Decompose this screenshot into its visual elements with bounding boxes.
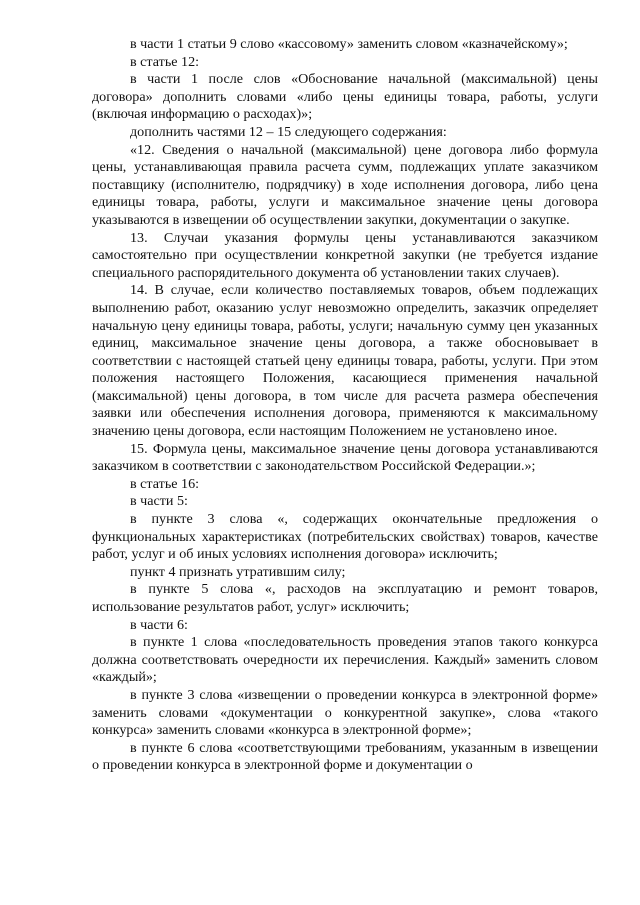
paragraph: пункт 4 признать утратившим силу; (130, 563, 346, 580)
paragraph: в статье 16: (130, 475, 200, 492)
paragraph: в пункте 1 слова «последовательность проведения этапов такого конкурса должна соответствовать очередности их перечисления. Каждый» заменить словом «каждый»; (92, 634, 598, 686)
paragraph: в части 6: (130, 616, 188, 633)
paragraph: в пункте 6 слова «соответствующими требованиям, указанным в извещении о проведении конкурса в электронной форме и документации о (92, 739, 598, 774)
paragraph: в пункте 3 слова «извещении о проведении конкурса в электронной форме» заменить словами «документации о конкурентной закупке», слова «такого конкурса» заменить словами «конкурса в электронной форме»; (92, 686, 598, 739)
document-page (92, 36, 598, 775)
paragraph: в статье 12: (130, 53, 200, 70)
paragraph: в части 5: (130, 493, 188, 510)
paragraph: в пункте 3 слова «, содержащих окончательные предложения о функциональных характеристиках (потребительских свойствах) товаров, качестве работ, услуг и об иных условиях исполнения договора» исключить; (92, 511, 598, 563)
paragraph: 13. Случаи указания формулы цены устанавливаются заказчиком самостоятельно при осуществлении конкретной закупки (не требуется издание специального распорядительного документа об установлении таких случаев). (92, 229, 598, 281)
paragraph: в части 1 после слов «Обоснование начальной (максимальной) цены договора» дополнить словами «либо цены единицы товара, работы, услуги (включая информацию о расходах)»; (92, 71, 598, 123)
paragraph: «12. Сведения о начальной (максимальной) цене договора либо формула цены, устанавливающая правила расчета сумм, подлежащих уплате заказчиком поставщику (исполнителю, подрядчику) в ходе исполнения договора, либо цена единицы товара, работы, услуги и максимальное значение цены договора указываются в извещении об осуществлении закупки, документации о закупке. (92, 141, 598, 228)
paragraph: 15. Формула цены, максимальное значение цены договора устанавливаются заказчиком в соответствии с законодательством Российской Федерации.»; (92, 440, 598, 475)
paragraph: в пункте 5 слова «, расходов на эксплуатацию и ремонт товаров, использование результатов работ, услуг» исключить; (92, 581, 598, 615)
paragraph: дополнить частями 12 – 15 следующего содержания: (130, 123, 447, 140)
paragraph: 14. В случае, если количество поставляемых товаров, объем подлежащих выполнению работ, оказанию услуг невозможно определить, заказчик определяет начальную цену единицы товара, работы, услуги; начальную сумму цен указанных единиц, максимальное значение цены договора, а также обосновывает в соответствии с настоящей статьей цену единицы товара, работы, услуги. При этом положения настоящего Положения, касающиеся применения начальной (максимальной) цены договора, в том числе для расчета размера обеспечения заявки или обеспечения исполнения договора, применяются к максимальному значению цены договора, если настоящим Положением не установлено иное. (92, 282, 598, 440)
paragraph: в части 1 статьи 9 слово «кассовому» заменить словом «казначейскому»; (130, 36, 568, 52)
